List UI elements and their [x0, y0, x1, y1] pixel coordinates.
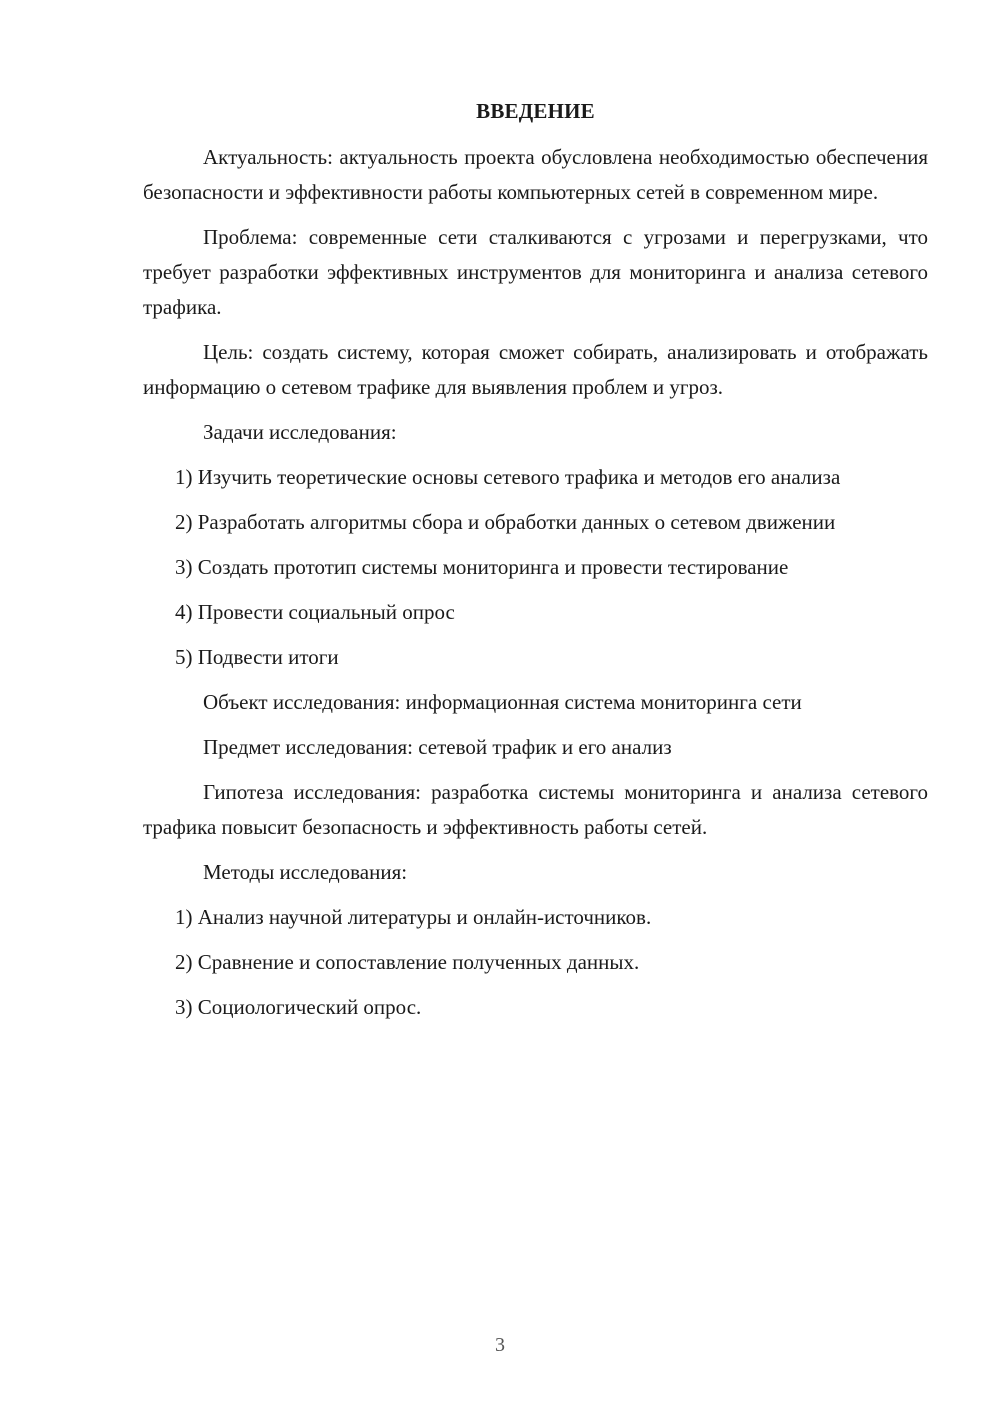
- list-item-task-5: 5) Подвести итоги: [175, 645, 339, 669]
- paragraph-subject: Предмет исследования: сетевой трафик и его анализ: [203, 735, 672, 759]
- list-item-method-1: 1) Анализ научной литературы и онлайн-источников.: [175, 905, 652, 929]
- list-item-task-1: 1) Изучить теоретические основы сетевого трафика и методов его анализа: [175, 465, 841, 489]
- list-item-task-2: 2) Разработать алгоритмы сбора и обработки данных о сетевом движении: [175, 510, 836, 534]
- paragraph-object: Объект исследования: информационная система мониторинга сети: [203, 690, 802, 714]
- list-item-method-2: 2) Сравнение и сопоставление полученных данных.: [175, 950, 640, 974]
- list-item-task-4: 4) Провести социальный опрос: [175, 600, 455, 624]
- paragraph-methods-heading: Методы исследования:: [203, 860, 408, 884]
- paragraph-goal: Цель: создать систему, которая сможет собирать, анализировать и отображать информацию о сетевом трафике для выявления проблем и угроз.: [143, 340, 928, 399]
- list-item-method-3: 3) Социологический опрос.: [175, 995, 422, 1019]
- paragraph-tasks-heading: Задачи исследования:: [203, 420, 397, 444]
- document-page: [143, 96, 928, 1035]
- paragraph-hypothesis: Гипотеза исследования: разработка системы мониторинга и анализа сетевого трафика повысит безопасность и эффективность работы сетей.: [143, 780, 928, 839]
- list-item-task-3: 3) Создать прототип системы мониторинга и провести тестирование: [175, 555, 789, 579]
- section-title: ВВЕДЕНИЕ: [476, 99, 595, 123]
- page-number: 3: [495, 1334, 505, 1356]
- paragraph-relevance: Актуальность: актуальность проекта обусловлена необходимостью обеспечения безопасности и эффективности работы компьютерных сетей в современном мире.: [143, 145, 928, 204]
- paragraph-problem: Проблема: современные сети сталкиваются с угрозами и перегрузками, что требует разработки эффективных инструментов для мониторинга и анализа сетевого трафика.: [143, 225, 928, 319]
